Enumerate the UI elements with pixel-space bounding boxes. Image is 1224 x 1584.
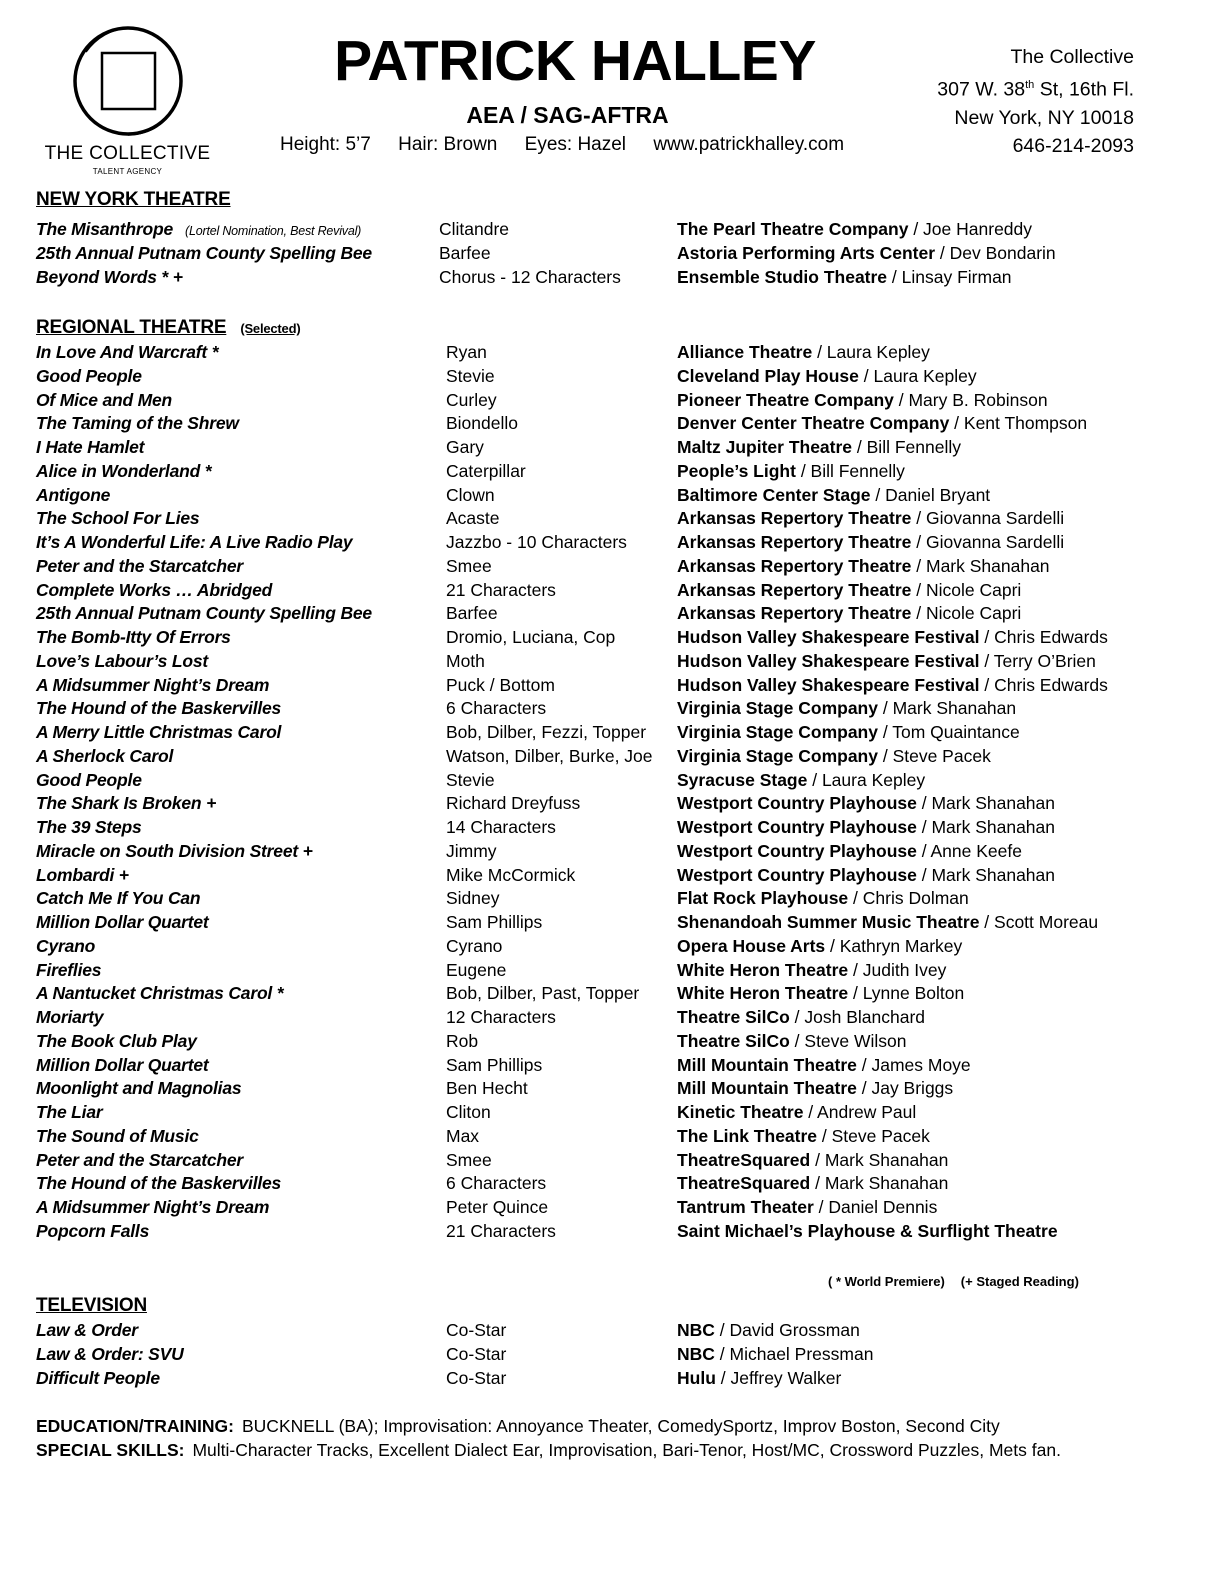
credit-row [36,841,1196,865]
logo-line-1: THE COLLECTIVE [44,143,211,164]
credit-row [36,1126,1196,1150]
credit-company: Westport Country Playhouse / Mark Shanahan [677,817,1055,837]
credit-company: Westport Country Playhouse / Mark Shanahan [677,793,1055,814]
credit-company: Maltz Jupiter Theatre / Bill Fennelly [677,437,961,457]
credit-row [36,1078,1196,1102]
credit-director: / Michael Pressman [714,1343,874,1364]
credit-row [36,485,1196,509]
credit-role: Watson, Dilber, Burke, Joe [446,745,653,766]
credit-role: Biondello [446,413,518,434]
credit-role: Co-Star [446,1367,507,1388]
credit-row [36,698,1196,722]
credit-title: A Midsummer Night’s Dream [36,674,270,695]
credit-director: / Andrew Paul [803,1102,917,1122]
credit-role: Max [446,1125,480,1146]
credit-title: It’s A Wonderful Life: A Live Radio Play [36,532,353,552]
credit-title: Peter and the Starcatcher [36,1149,244,1170]
credit-note: (Lortel Nomination, Best Revival) [185,224,362,238]
credit-director: / Josh Blanchard [789,1007,926,1027]
credit-director: / Laura Kepley [807,769,926,790]
credit-company: Westport Country Playhouse / Mark Shanahan [677,864,1055,885]
credit-company: Flat Rock Playhouse / Chris Dolman [677,888,969,909]
credit-director: / Bill Fennelly [795,460,905,481]
credit-row [36,770,1196,794]
credit-company: Virginia Stage Company / Steve Pacek [677,745,991,766]
credit-title: Million Dollar Quartet [36,1054,209,1075]
credit-title: Fireflies [36,959,102,980]
credit-title: A Nantucket Christmas Carol * [36,983,284,1004]
credit-title: Moonlight and Magnolias [36,1078,242,1099]
credit-title: The Book Club Play [36,1030,197,1051]
credit-row [36,1368,1196,1392]
credit-company: Virginia Stage Company / Tom Quaintance [677,722,1020,742]
credit-title: Law & Order: SVU [36,1343,184,1364]
credit-director: / Joe Hanreddy [908,219,1033,239]
credit-company: TheatreSquared / Mark Shanahan [677,1173,949,1194]
credit-director: / Lynne Bolton [848,983,965,1004]
credit-row [36,1197,1196,1221]
agency-city: New York, NY 10018 [954,106,1134,129]
credit-director: / Nicole Capri [911,603,1022,624]
square-in-circle-logo-icon [72,22,184,140]
credit-title: Beyond Words * + [36,266,183,287]
credit-director: / Tom Quaintance [877,722,1020,742]
credit-row [36,1150,1196,1174]
skills-value: Multi-Character Tracks, Excellent Dialect Ear, Improvisation, Bari-Tenor, Host/MC, Crossword Puzzles, Mets fan. [192,1440,1061,1460]
credit-role: Richard Dreyfuss [446,793,581,814]
credit-title: A Sherlock Carol [36,745,174,766]
credit-company: Mill Mountain Theatre / James Moye [677,1054,971,1075]
credit-director: / Jay Briggs [856,1078,954,1099]
credit-role: Barfee [446,603,498,624]
credit-row [36,1102,1196,1126]
credit-role: Sidney [446,888,500,909]
credit-director: / Giovanna Sardelli [911,532,1065,552]
credit-role: Stevie [446,365,495,386]
credit-row [36,817,1196,841]
credit-company: Pioneer Theatre Company / Mary B. Robinson [677,389,1048,410]
regional-note: (Selected) [240,321,301,336]
credit-company: Theatre SilCo / Josh Blanchard [677,1007,926,1027]
credit-role: 21 Characters [446,579,556,600]
credit-director: / Laura Kepley [858,365,977,386]
credit-director: / Steve Pacek [877,745,991,766]
credit-role: Gary [446,437,484,457]
credit-row [36,793,1196,817]
credit-row [36,580,1196,604]
credit-company: Virginia Stage Company / Mark Shanahan [677,698,1017,719]
credit-title: The School For Lies [36,508,200,529]
credit-company: Denver Center Theatre Company / Kent Thompson [677,413,1088,434]
agency-address: 307 W. 38th St, 16th Fl. [937,78,1134,101]
credit-director: / Steve Pacek [817,1125,930,1146]
credit-role: Peter Quince [446,1197,549,1217]
credit-role: Clitandre [439,219,510,239]
credit-company: Hulu / Jeffrey Walker [677,1367,842,1388]
education-label: EDUCATION/TRAINING: [36,1416,234,1436]
credit-company: People’s Light / Bill Fennelly [677,460,905,481]
credit-company: Arkansas Repertory Theatre / Nicole Capri [677,579,1022,600]
credit-director: / Chris Dolman [848,888,969,909]
credit-title: Miracle on South Division Street + [36,840,313,861]
credit-row [36,722,1196,746]
credit-title: The Hound of the Baskervilles [36,1173,282,1194]
television-list [36,1320,1196,1391]
credit-director: / Bill Fennelly [852,437,961,457]
credit-title: Of Mice and Men [36,389,173,410]
credit-title: Lombardi + [36,864,129,885]
credit-role: 12 Characters [446,1007,556,1027]
credit-role: Ben Hecht [446,1078,528,1099]
credit-title: Law & Order [36,1320,138,1340]
credit-company: Hudson Valley Shakespeare Festival / Chris Edwards [677,674,1108,695]
credit-role: Chorus - 12 Characters [439,266,621,287]
credit-role: Cliton [446,1102,491,1122]
credit-row [36,983,1196,1007]
credit-title: Good People [36,365,142,386]
credit-company: Hudson Valley Shakespeare Festival / Chris Edwards [677,627,1108,647]
credit-director: / Jeffrey Walker [715,1367,842,1388]
credit-row [36,461,1196,485]
website-link[interactable]: www.patrickhalley.com [653,134,845,155]
credit-role: Ryan [446,342,487,362]
credit-role: 6 Characters [446,1173,547,1194]
credit-director: / Mark Shanahan [810,1173,949,1194]
credit-role: Bob, Dilber, Past, Topper [446,983,640,1004]
credit-row [36,413,1196,437]
credit-role: Jazzbo - 10 Characters [446,532,627,552]
credit-row [36,532,1196,556]
credit-row [36,936,1196,960]
credit-company: Arkansas Repertory Theatre / Mark Shanahan [677,555,1050,576]
credit-row [36,366,1196,390]
physical-stats [280,134,844,156]
credit-director: / Steve Wilson [789,1030,907,1051]
credit-row [36,1031,1196,1055]
eyes-stat: Eyes: Hazel [524,134,627,155]
credit-company: Alliance Theatre / Laura Kepley [677,342,930,362]
credit-role: Mike McCormick [446,864,576,885]
credit-director: / David Grossman [714,1320,860,1340]
credit-role: 6 Characters [446,698,547,719]
education-line [36,1416,1000,1437]
credit-company: Theatre SilCo / Steve Wilson [677,1030,907,1051]
credit-title: The Liar [36,1102,103,1122]
legend-world-premiere: ( * World Premiere) [828,1274,945,1289]
credit-title: Popcorn Falls [36,1220,150,1241]
legend-staged-reading: (+ Staged Reading) [960,1274,1079,1289]
skills-label: SPECIAL SKILLS: [36,1440,185,1460]
credit-company: NBC / Michael Pressman [677,1343,874,1364]
credit-title: The Bomb-Itty Of Errors [36,627,231,647]
agency-name: The Collective [1010,46,1134,68]
credit-row [36,912,1196,936]
credit-director: / Judith Ivey [848,959,947,980]
credit-row [36,556,1196,580]
credit-role: Jimmy [446,840,497,861]
credit-title: Catch Me If You Can [36,888,201,909]
credit-director: / Giovanna Sardelli [911,508,1065,529]
credit-company: Arkansas Repertory Theatre / Giovanna Sardelli [677,532,1065,552]
credit-title: Difficult People [36,1367,160,1388]
credit-title: Good People [36,769,142,790]
credit-company: White Heron Theatre / Judith Ivey [677,959,947,980]
credit-director: / Mark Shanahan [916,864,1055,885]
credit-company: Hudson Valley Shakespeare Festival / Terry O’Brien [677,650,1096,671]
credit-title: A Merry Little Christmas Carol [36,722,282,742]
credit-company: Westport Country Playhouse / Anne Keefe [677,840,1022,861]
credit-role: Sam Phillips [446,912,543,932]
credit-row [36,437,1196,461]
credit-title: The Sound of Music [36,1125,199,1146]
credit-director: / Anne Keefe [916,840,1022,861]
agency-phone: 646-214-2093 [1012,134,1134,157]
credit-title: In Love And Warcraft * [36,342,219,362]
credit-row [36,243,1196,267]
credit-role: 21 Characters [446,1220,556,1241]
credit-director: / Daniel Bryant [870,484,991,505]
credit-title: Love’s Labour’s Lost [36,650,209,671]
credit-row [36,675,1196,699]
credit-title: The Hound of the Baskervilles [36,698,282,719]
credit-director: / Mary B. Robinson [893,389,1048,410]
agency-logo [40,22,215,182]
credit-title: Moriarty [36,1007,104,1027]
credit-director: / Chris Edwards [979,674,1108,695]
credit-role: Barfee [439,242,491,263]
credit-director: / Nicole Capri [911,579,1022,600]
credit-title: Cyrano [36,935,96,956]
logo-line-2: TALENT AGENCY [92,167,163,176]
ny-theatre-heading: NEW YORK THEATRE [36,189,231,210]
credit-director: / Kent Thompson [949,413,1088,434]
credit-director: / Daniel Dennis [813,1197,938,1217]
regional-theatre-list [36,342,1196,1245]
credit-director: / Mark Shanahan [916,793,1055,814]
credit-role: Curley [446,389,497,410]
credit-director: / Laura Kepley [812,342,930,362]
credit-company: Arkansas Repertory Theatre / Giovanna Sardelli [677,508,1065,529]
education-value: BUCKNELL (BA); Improvisation: Annoyance Theater, ComedySportz, Improv Boston, Second City [242,1416,1000,1436]
credit-company: Saint Michael’s Playhouse & Surflight Theatre [677,1220,1058,1241]
credit-title: Alice in Wonderland * [36,460,212,481]
credit-company: Tantrum Theater / Daniel Dennis [677,1197,938,1217]
agency-contact [937,43,1134,160]
credit-row [36,603,1196,627]
union-affiliation: AEA / SAG-AFTRA [466,102,669,128]
credit-role: Smee [446,1149,492,1170]
credit-role: Sam Phillips [446,1054,543,1075]
credit-row [36,267,1196,291]
credit-role: Stevie [446,769,495,790]
skills-line [36,1440,1061,1461]
credit-director: / James Moye [856,1054,971,1075]
credit-company: The Pearl Theatre Company / Joe Hanreddy [677,219,1033,239]
credit-role: Moth [446,650,485,671]
credit-role: Co-Star [446,1320,507,1340]
credit-company: The Link Theatre / Steve Pacek [677,1125,930,1146]
credit-row [36,1173,1196,1197]
hair-stat: Hair: Brown [398,134,498,155]
credit-company: Mill Mountain Theatre / Jay Briggs [677,1078,954,1099]
credit-company: Cleveland Play House / Laura Kepley [677,365,977,386]
credit-company: Arkansas Repertory Theatre / Nicole Capri [677,603,1022,624]
credit-company: Ensemble Studio Theatre / Linsay Firman [677,266,1012,287]
credit-role: Eugene [446,959,507,980]
credit-title: 25th Annual Putnam County Spelling Bee [36,242,372,263]
credit-row [36,1055,1196,1079]
ny-theatre-list [36,219,1196,290]
credit-role: Dromio, Luciana, Cop [446,627,616,647]
credit-row [36,508,1196,532]
credit-row [36,865,1196,889]
credit-company: Opera House Arts / Kathryn Markey [677,935,963,956]
credit-director: / Chris Edwards [979,627,1108,647]
credit-director: / Mark Shanahan [877,698,1017,719]
credit-title: Complete Works … Abridged [36,579,273,600]
credit-role: Clown [446,484,495,505]
credit-title: Million Dollar Quartet [36,912,209,932]
credit-title: Antigone [36,484,111,505]
credit-company: Baltimore Center Stage / Daniel Bryant [677,484,991,505]
credit-role: Co-Star [446,1343,507,1364]
credit-company: White Heron Theatre / Lynne Bolton [677,983,965,1004]
credit-company: Kinetic Theatre / Andrew Paul [677,1102,917,1122]
credit-role: Caterpillar [446,460,526,481]
credit-director: / Linsay Firman [887,266,1012,287]
credit-role: Bob, Dilber, Fezzi, Topper [446,722,647,742]
credit-director: / Mark Shanahan [810,1149,949,1170]
credit-company: Shenandoah Summer Music Theatre / Scott Moreau [677,912,1099,932]
credit-title: A Midsummer Night’s Dream [36,1197,270,1217]
credit-row [36,1007,1196,1031]
credit-director: / Mark Shanahan [911,555,1050,576]
credit-role: Smee [446,555,492,576]
credit-row [36,627,1196,651]
credit-company: NBC / David Grossman [677,1320,860,1340]
television-heading: TELEVISION [36,1295,147,1316]
credit-title: I Hate Hamlet [36,437,145,457]
credit-row [36,651,1196,675]
credit-role: Rob [446,1030,479,1051]
credit-title: The Misanthrope (Lortel Nomination, Best Revival) [36,219,362,239]
credit-row [36,746,1196,770]
credit-title: The 39 Steps [36,817,142,837]
credit-title: Peter and the Starcatcher [36,555,244,576]
credit-row [36,390,1196,414]
credit-row [36,1221,1196,1245]
credit-role: Puck / Bottom [446,674,555,695]
credit-title: The Shark Is Broken + [36,793,217,814]
credit-role: 14 Characters [446,817,556,837]
credit-row [36,960,1196,984]
credit-legend [828,1274,1079,1289]
regional-theatre-heading: REGIONAL THEATRE (Selected) [36,317,301,338]
credit-role: Cyrano [446,935,503,956]
performer-name: PATRICK HALLEY [334,29,816,93]
credit-company: TheatreSquared / Mark Shanahan [677,1149,949,1170]
credit-row [36,1320,1196,1344]
credit-director: / Scott Moreau [979,912,1099,932]
credit-row [36,1344,1196,1368]
credit-role: Acaste [446,508,500,529]
credit-title: The Taming of the Shrew [36,413,239,434]
credit-company: Syracuse Stage / Laura Kepley [677,769,926,790]
height-stat: Height: 5’7 [280,134,371,155]
credit-row [36,888,1196,912]
credit-director: / Terry O’Brien [979,650,1096,671]
credit-row [36,342,1196,366]
credit-director: / Dev Bondarin [935,242,1056,263]
credit-director: / Kathryn Markey [825,935,963,956]
credit-row [36,219,1196,243]
credit-director: / Mark Shanahan [916,817,1055,837]
credit-company: Astoria Performing Arts Center / Dev Bondarin [677,242,1056,263]
credit-title: 25th Annual Putnam County Spelling Bee [36,603,372,624]
